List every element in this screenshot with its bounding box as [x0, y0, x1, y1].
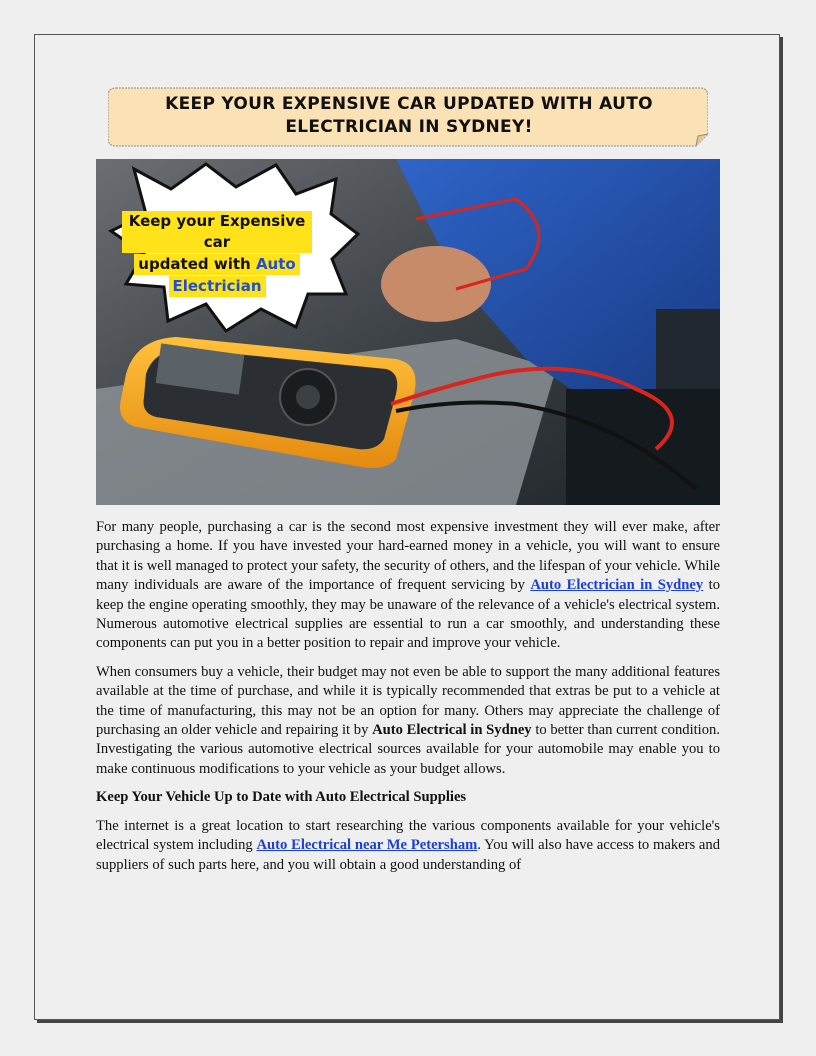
hero-badge-line-2-highlight: Auto [255, 255, 296, 273]
paragraph-2-text-a: When consumers buy a vehicle, their budget may not even be able to support the many additional features available at the time of purchase, and while it is typically recommended that extras be put to a vehicle at the time of manufacturing, this may not be an option for many. Others may appreciate the challenge of purchasing an older vehicle and repairing it by [96, 663, 720, 739]
paragraph-2-bold: Auto Electrical in Sydney [372, 722, 532, 739]
section-heading: Keep Your Vehicle Up to Date with Auto Electrical Supplies [96, 789, 467, 806]
paragraph-2 [96, 663, 720, 779]
auto-electrical-petersham-link[interactable]: Auto Electrical near Me Petersham [256, 837, 478, 854]
paragraph-1-text-b: to keep the engine operating smoothly, they may be unaware of the relevance of a vehicle's electrical system. Numerous automotive electrical supplies are essential to run a car smoothly, and understanding these components can put you in a better position to repair and improve your vehicle. [96, 577, 721, 652]
hero-badge-line-3: Electrician [169, 276, 266, 297]
paragraph-1-text-a: For many people, purchasing a car is the second most expensive investment they will ever make, after purchasing a home. If you have invested your hard-earned money in a vehicle, you will want to ensure that it is well managed to protect your safety, the security of others, and the lifespan of your vehicle. While many individuals are aware of the importance of frequent servicing by [96, 519, 720, 594]
title-banner [108, 87, 708, 147]
article-body [96, 518, 720, 884]
paragraph-3-text-b: . You will also have access to makers and suppliers of such parts here, and you will obtain a good understanding of [96, 837, 720, 873]
paragraph-1 [96, 518, 720, 654]
paragraph-3 [96, 817, 720, 875]
hero-badge-line-2 [134, 254, 299, 275]
page-title: KEEP YOUR EXPENSIVE CAR UPDATED WITH AUTO ELECTRICIAN IN SYDNEY! [165, 94, 653, 137]
paragraph-3-text-a: The internet is a great location to start researching the various components available for your vehicle's electrical system including [96, 817, 720, 854]
hero-badge-text [122, 211, 312, 298]
hero-badge-line-1: Keep your Expensive car [122, 211, 312, 253]
hero-badge-line-2-text: updated with [138, 255, 256, 273]
auto-electrician-sydney-link[interactable]: Auto Electrician in Sydney [530, 577, 704, 594]
paragraph-2-text-b: to better than current condition. Investigating the various automotive electrical sources available for your automobile may enable you to make continuous modifications to your vehicle as your budget allows. [96, 722, 720, 777]
